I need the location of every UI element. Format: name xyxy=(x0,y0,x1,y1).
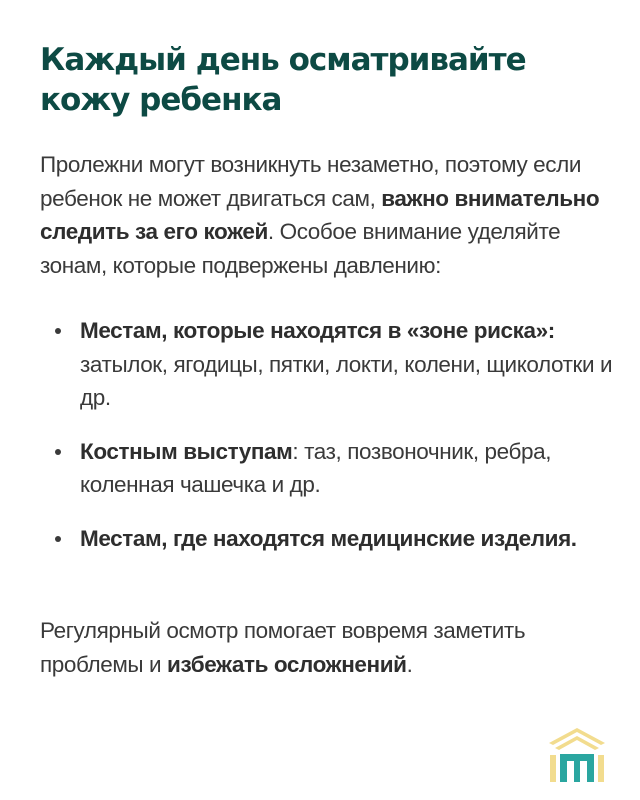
list-item-text: : таз, позвоночник, ребра, коленная чашечка и др. xyxy=(80,438,552,497)
logo-right-pillar xyxy=(598,755,604,782)
outro-emphasis: избежать осложнений xyxy=(167,651,407,677)
intro-text: Пролежни могут возникнуть незаметно, поэтому если ребенок не может двигаться сам, xyxy=(40,152,582,211)
risk-zones-list xyxy=(40,314,630,575)
outro-text: Регулярный осмотр помогает вовремя заметить проблемы и xyxy=(40,618,526,677)
outro-paragraph xyxy=(40,614,625,681)
bullet-icon xyxy=(55,449,61,455)
logo-left-pillar xyxy=(550,755,556,782)
list-item-bold: Местам, где находятся медицинские изделия. xyxy=(80,525,577,551)
list-item xyxy=(40,314,630,415)
logo-center-bar xyxy=(574,761,580,782)
house-logo-icon xyxy=(545,725,609,783)
bullet-icon xyxy=(55,328,61,334)
outro-text-end: . xyxy=(406,651,413,677)
list-item-bold: Местам, которые находятся в «зоне риска»: xyxy=(80,318,555,343)
list-item xyxy=(40,522,630,556)
list-item-bold: Костным выступам xyxy=(80,438,293,464)
intro-emphasis: важно внимательно следить за его кожей xyxy=(40,185,600,244)
intro-text-end: . Особое внимание уделяйте зонам, которые подвержены давлению: xyxy=(40,219,561,278)
page-title: Каждый день осматривайте кожу ребенка xyxy=(40,42,526,118)
list-item xyxy=(40,435,630,502)
list-item-text: затылок, ягодицы, пятки, локти, колени, щиколотки и др. xyxy=(80,351,613,410)
bullet-icon xyxy=(55,536,61,542)
intro-paragraph xyxy=(40,148,625,282)
